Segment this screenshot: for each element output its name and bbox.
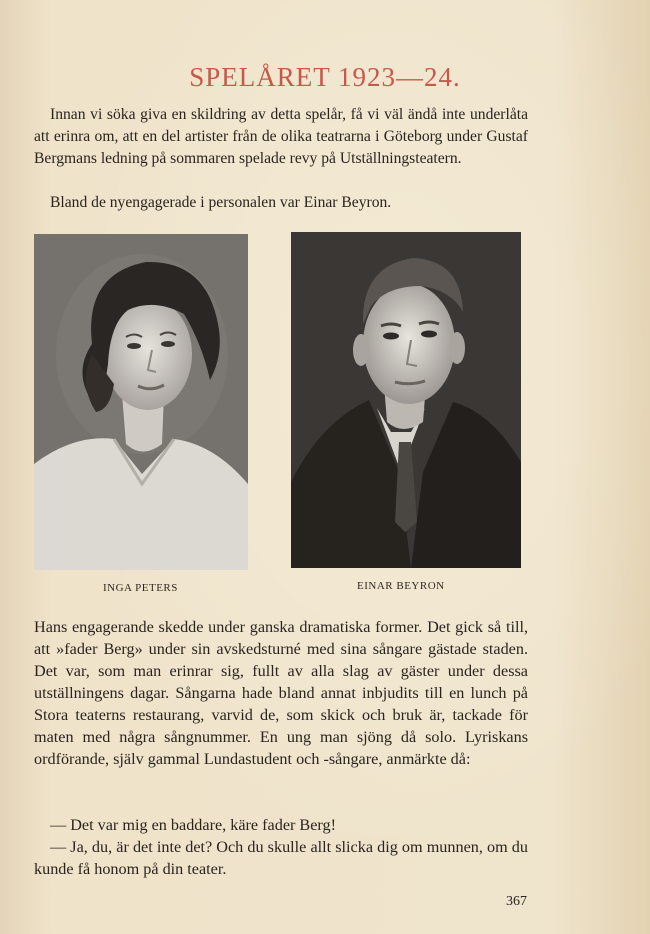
intro-paragraph-2: Bland de nyengagerade i personalen var Einar Beyron. [50,194,392,211]
page-title: SPELÅRET 1923—24. [189,62,461,92]
photo-caption-left: INGA PETERS [103,582,178,594]
body-paragraph: Hans engagerande skedde under ganska dramatiska former. Det gick så till, att »fader Berg» under sin avskedsturné med sina sångare gästade staden. Det var, som man erinrar sig, fullt av alla slag av gäster under dessa utställningens dagar. Sångarna hade bland annat inbjudits till en lunch på Stora teaterns restaurang, varvid de, som skick och bruk är, tackade för maten med några sångnummer. En ung man sjöng då solo. Lyriskans ordförande, själv gammal Lundastudent och -sångare, anmärkte då: [34,618,528,768]
photo-caption-right: EINAR BEYRON [357,580,445,592]
dialogue-line-2: — Ja, du, är det inte det? Och du skulle allt slicka dig om munnen, om du kunde få honom på din teater. [34,838,528,878]
portrait-woman-image [34,234,248,570]
dialogue-line-1: — Det var mig en baddare, käre fader Berg! [50,816,336,834]
portrait-photo-einar-beyron [291,232,521,568]
portrait-photo-inga-peters [34,234,248,570]
portrait-man-image [291,232,521,568]
page-number: 367 [506,894,527,909]
intro-paragraph: Innan vi söka giva en skildring av detta spelår, få vi väl ändå inte underlåta att erinra om, att en del artister från de olika teatrarna i Göteborg under Gustaf Bergmans ledning på sommaren spelade revy på Utställningsteatern. [34,106,528,167]
